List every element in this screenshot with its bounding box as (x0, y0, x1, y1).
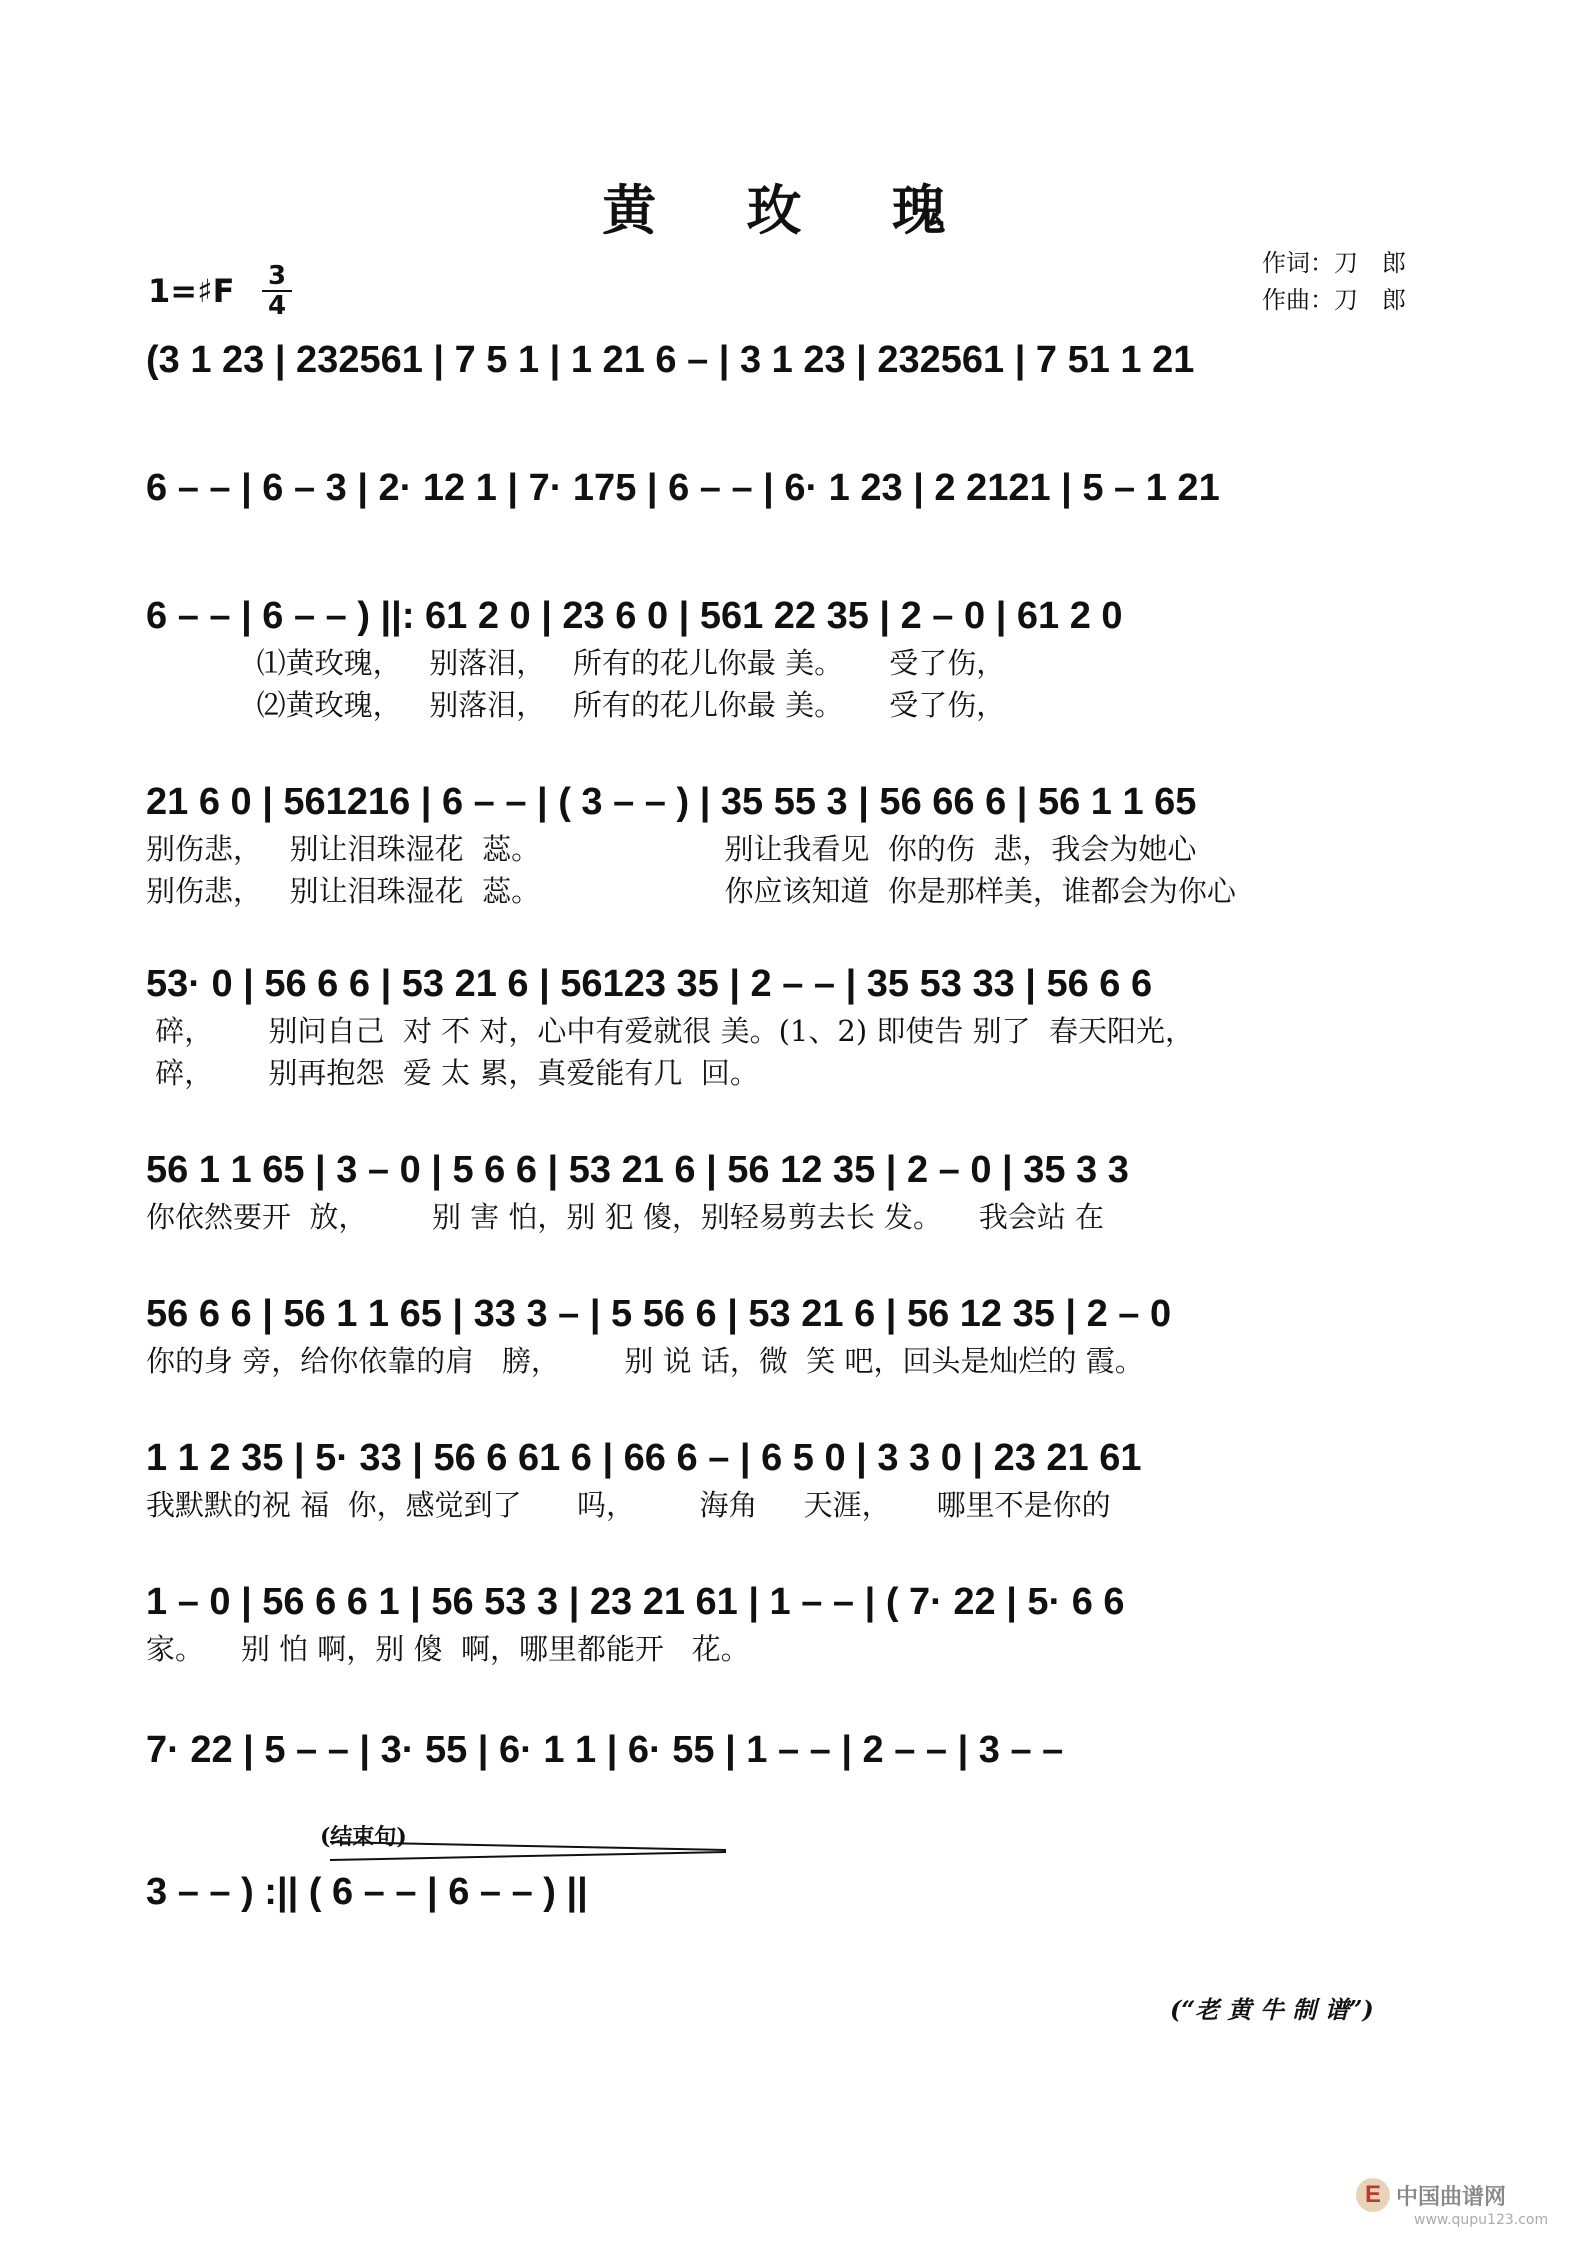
lyric-verse-1: ⑴黄玫瑰， 别落泪， 所有的花儿你最 美。 受了伤， (146, 646, 1006, 680)
lyric-line: 我默默的祝 福 你，感觉到了 吗， 海角 天涯， 哪里不是你的 (146, 1488, 1111, 1522)
notation-line: 1 – 0 | 56 6 6 1 | 56 53 3 | 23 21 61 | 1 – – | ( 7· 22 | 5· 6 6 (146, 1581, 1125, 1623)
ending-label: (结束句) (320, 1824, 407, 1850)
lyric-line: 你的身 旁，给你依靠的肩 膀， 别 说 话，微 笑 吧，回头是灿烂的 霞。 (146, 1344, 1144, 1378)
notation-line: 53· 0 | 56 6 6 | 53 21 6 | 56123 35 | 2 – – | 35 53 33 | 56 6 6 (146, 963, 1153, 1005)
time-signature (262, 262, 292, 320)
site-name: 中国曲谱网 (1396, 2184, 1507, 2210)
notation-line: (3 1 23 | 232561 | 7 5 1 | 1 21 6 – | 3 1 23 | 232561 | 7 51 1 21 (146, 339, 1195, 381)
notation-line: 3 – – ) :|| ( 6 – – | 6 – – ) || (146, 1871, 588, 1913)
key-signature: 1=♯F (148, 272, 235, 310)
credits (1262, 245, 1406, 319)
lyric-line: 你依然要开 放， 别 害 怕，别 犯 傻，别轻易剪去长 发。 我会站 在 (146, 1200, 1105, 1234)
notation-line: 21 6 0 | 561216 | 6 – – | ( 3 – – ) | 35 55 3 | 56 66 6 | 56 1 1 65 (146, 781, 1197, 823)
site-logo-icon: E (1356, 2178, 1390, 2212)
site-watermark (1356, 2178, 1506, 2212)
transcriber-credit: (“老 黄 牛 制 谱”) (1170, 1995, 1374, 2024)
time-bottom: 4 (267, 291, 287, 321)
song-title: 黄 玫 瑰 (602, 178, 982, 242)
notation-line: 56 6 6 | 56 1 1 65 | 33 3 – | 5 56 6 | 53 21 6 | 56 12 35 | 2 – 0 (146, 1293, 1172, 1335)
notation-line: 1 1 2 35 | 5· 33 | 56 6 61 6 | 66 6 – | 6 5 0 | 3 3 0 | 23 21 61 (146, 1437, 1142, 1479)
time-top: 3 (267, 261, 287, 291)
lyric-verse-2: ⑵黄玫瑰， 别落泪， 所有的花儿你最 美。 受了伤， (146, 688, 1006, 722)
lyric-verse-1: 别伤悲， 别让泪珠湿花 蕊。 别让我看见 你的伤 悲，我会为她心 (146, 832, 1197, 866)
notation-line: 6 – – | 6 – – ) ||: 61 2 0 | 23 6 0 | 561 22 35 | 2 – 0 | 61 2 0 (146, 595, 1123, 637)
lyric-verse-2: 别伤悲， 别让泪珠湿花 蕊。 你应该知道 你是那样美，谁都会为你心 (146, 874, 1236, 908)
lyric-verse-2: 碎， 别再抱怨 爱 太 累，真爱能有几 回。 (146, 1056, 759, 1090)
lyricist-credit: 作词：刀 郎 (1262, 249, 1406, 277)
lyric-line: 家。 别 怕 啊，别 傻 啊，哪里都能开 花。 (146, 1632, 750, 1666)
site-url: www.qupu123.com (1414, 2212, 1549, 2228)
composer-credit: 作曲：刀 郎 (1262, 286, 1406, 314)
notation-line: 7· 22 | 5 – – | 3· 55 | 6· 1 1 | 6· 55 | 1 – – | 2 – – | 3 – – (146, 1729, 1064, 1771)
notation-line: 6 – – | 6 – 3 | 2· 12 1 | 7· 175 | 6 – – | 6· 1 23 | 2 2121 | 5 – 1 21 (146, 467, 1220, 509)
notation-line: 56 1 1 65 | 3 – 0 | 5 6 6 | 53 21 6 | 56 12 35 | 2 – 0 | 35 3 3 (146, 1149, 1129, 1191)
lyric-verse-1: 碎， 别问自己 对 不 对，心中有爱就很 美。(1、2) 即使告 别了 春天阳光， (146, 1014, 1195, 1048)
